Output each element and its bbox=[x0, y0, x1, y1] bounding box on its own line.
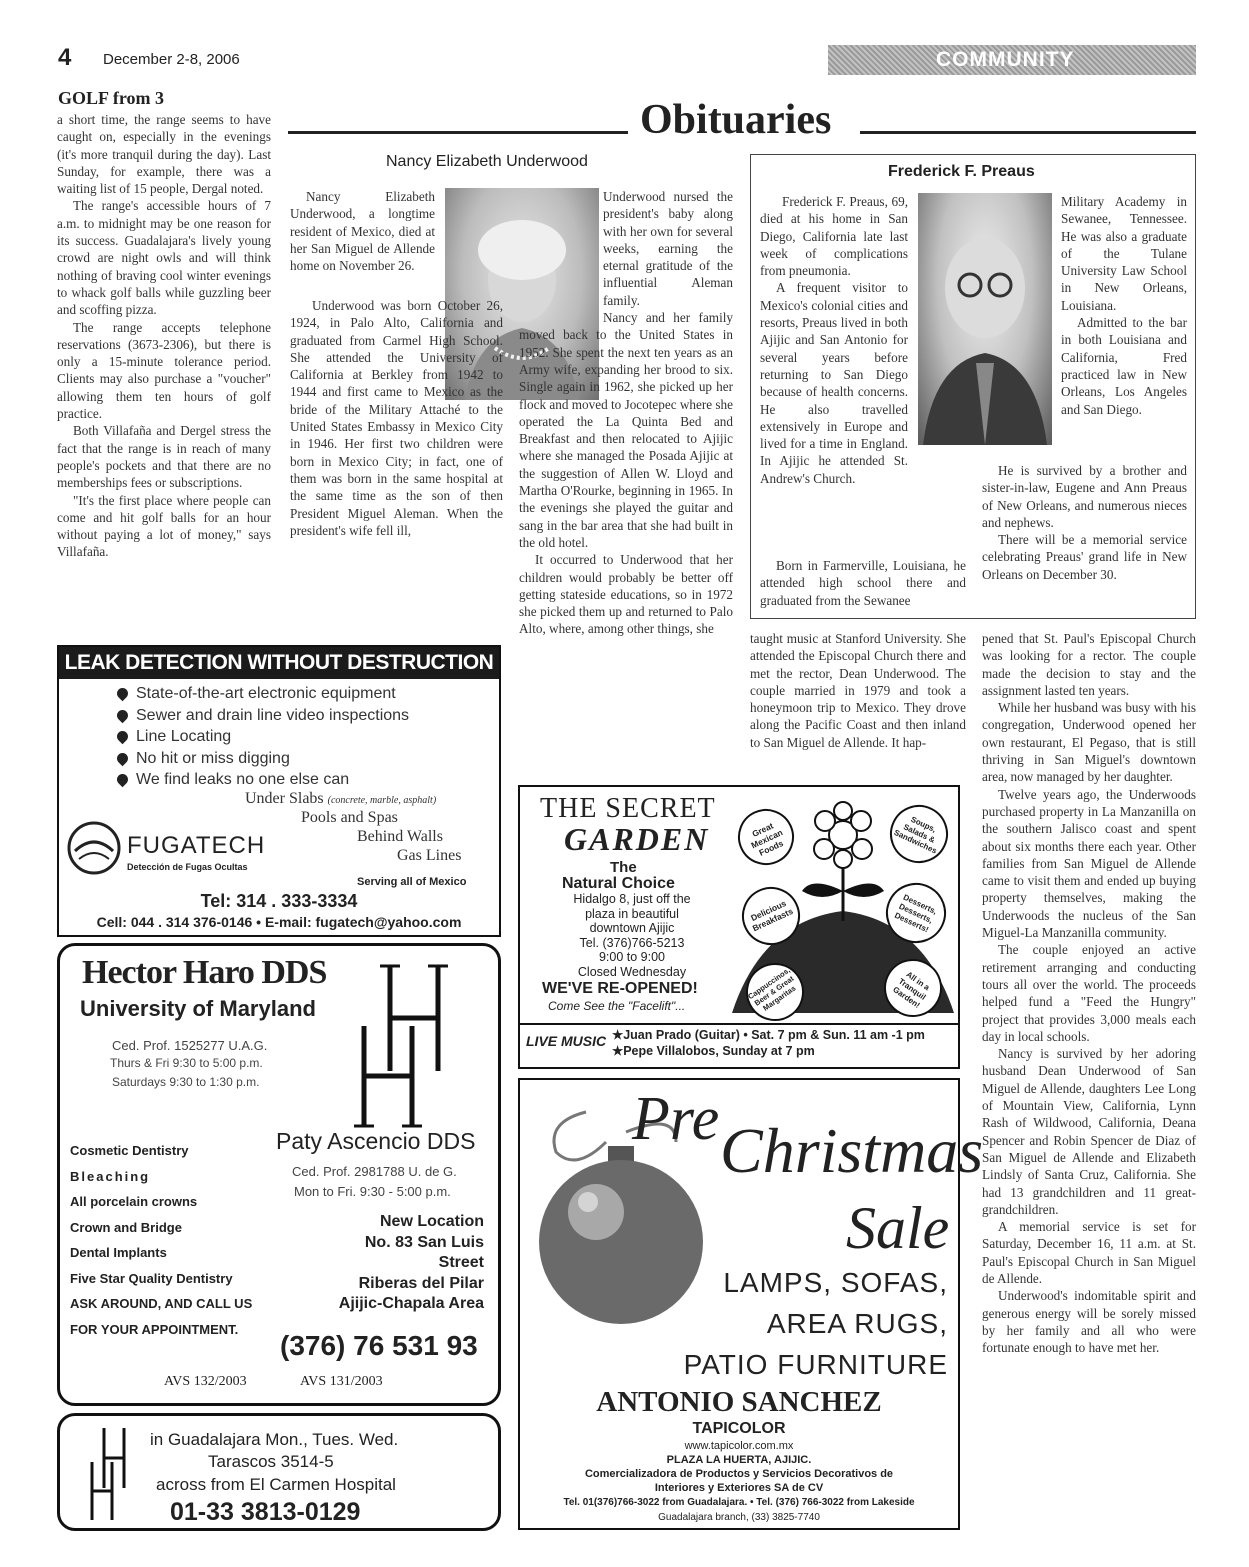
issue-date: December 2-8, 2006 bbox=[103, 51, 240, 68]
bubble: Soups, Salads & Sandwiches bbox=[880, 795, 957, 872]
christmas-branch: Guadalajara branch, (33) 3825-7740 bbox=[658, 1512, 820, 1523]
golf-article bbox=[57, 111, 271, 561]
frederick-photo bbox=[918, 193, 1052, 445]
haro-hours-2: Saturdays 9:30 to 1:30 p.m. bbox=[112, 1075, 260, 1089]
paty-hours: Mon to Fri. 9:30 - 5:00 p.m. bbox=[294, 1184, 451, 1199]
hh-monogram-small-icon bbox=[86, 1424, 136, 1524]
golf-paragraph: "It's the first place where people can come and hit golf balls for an hour without paying a lot of money," says Villafaña. bbox=[57, 492, 271, 560]
fugatech-pools: Pools and Spas bbox=[301, 809, 398, 826]
gdl-line-2: Tarascos 3514-5 bbox=[208, 1452, 334, 1471]
nancy-name: Nancy Elizabeth Underwood bbox=[386, 153, 588, 170]
frederick-paragraph: There will be a memorial service celebrating Preaus' grand life in New Orleans on December 30. bbox=[982, 532, 1187, 582]
paty-ced: Ced. Prof. 2981788 U. de G. bbox=[292, 1164, 457, 1179]
fugatech-serving: Serving all of Mexico bbox=[357, 876, 467, 888]
frederick-name: Frederick F. Preaus bbox=[888, 163, 1035, 180]
frederick-paragraph: Frederick F. Preaus, 69, died at his home in San Diego, California late last week of complications from pneumonia. bbox=[760, 194, 908, 279]
address-line: 9:00 to 9:00 bbox=[598, 950, 666, 965]
fugatech-slabs: Under Slabs (concrete, marble, asphalt) bbox=[245, 790, 437, 807]
frederick-col-left-b bbox=[760, 557, 966, 609]
haro-name: Hector Haro DDS bbox=[82, 954, 327, 991]
bubble: Cappuccinos, Beer & Great Margaritas bbox=[735, 952, 816, 1033]
secret-garden-ad bbox=[518, 785, 960, 1069]
golf-paragraph: a short time, the range seems to have caught on, especially in the evenings (it's more tranquil during the day). Last Sunday, for example, there was a waiting list of 15 people, Dergal noted. bbox=[57, 112, 271, 197]
fugatech-ad bbox=[57, 645, 501, 937]
garden-title-2: GARDEN bbox=[564, 821, 710, 857]
website: www.tapicolor.com.mx bbox=[684, 1440, 794, 1452]
page-number: 4 bbox=[58, 44, 72, 71]
address-line: Closed Wednesday bbox=[577, 964, 687, 979]
haro-service: All porcelain crowns bbox=[70, 1194, 198, 1209]
title-rule-right bbox=[860, 131, 1196, 134]
nancy-paragraph: It occurred to Underwood that her children would probably be better off getting stateside educations, so in 1972 she picked them up and returned to Palo Alto, where, among other things, she bbox=[519, 552, 733, 637]
sale-text: Sale bbox=[846, 1195, 950, 1261]
fugatech-gas: Gas Lines bbox=[397, 847, 462, 864]
fugatech-cell: Cell: 044 . 314 376-0146 • E-mail: fugatech@yahoo.com bbox=[96, 914, 462, 930]
haro-service: Dental Implants bbox=[70, 1245, 167, 1260]
christmas-tel: Tel. 01(376)766-3022 from Guadalajara. • Tel. (376) 766-3022 from Lakeside bbox=[563, 1497, 915, 1508]
nancy-paragraph: Nancy Elizabeth Underwood, a longtime resident of Mexico, died at her San Miguel de Allende home on November 26. bbox=[290, 189, 435, 274]
nancy-paragraph: Nancy and her family moved back to the United States in 1952. She spent the next ten years as an Army wife, expanding her brood to six. Single again in 1962, she picked up her flock and moved to Jocotepec where she operated the La Quinta Bed and Breakfast and then relocated to Ajijic where she managed the Posada Ajijic at the suggestion of Allen W. Lloyd and Martha O'Rourke, beginning in 1965. In the evenings she played the guitar and sang in the bar area that she had built in the old hotel. bbox=[519, 310, 733, 550]
nancy-col-4 bbox=[982, 630, 1196, 1356]
frederick-paragraph: Admitted to the bar in both Louisiana and California, Fred practiced law in New Orleans, Los Angeles and San Diego. bbox=[1061, 315, 1187, 417]
nancy-paragraph: pened that St. Paul's Episcopal Church was looking for a rector. The couple made the decision to stay and the assignment lasted ten years. bbox=[982, 631, 1196, 698]
frederick-paragraph: A frequent visitor to Mexico's colonial cities and resorts, Preaus lived in both Ajijic and San Antonio for several years before returning to San Diego because of health concerns. He also travelled extensively in Europe and lived for a time in England. In Ajijic he attended St. Andrew's Church. bbox=[760, 280, 908, 486]
avs-2: AVS 131/2003 bbox=[300, 1374, 383, 1389]
tapicolor: TAPICOLOR bbox=[692, 1420, 786, 1437]
nancy-col-1b bbox=[290, 297, 503, 539]
garden-title-1: THE SECRET bbox=[540, 793, 716, 824]
avs-1: AVS 132/2003 bbox=[164, 1374, 247, 1389]
fugatech-bullet: We find leaks no one else can bbox=[117, 769, 409, 791]
paty-name: Paty Ascencio DDS bbox=[276, 1128, 476, 1154]
haro-service: Cosmetic Dentistry bbox=[70, 1143, 189, 1158]
christmas-ad bbox=[518, 1078, 984, 1530]
gdl-line-3: across from El Carmen Hospital bbox=[156, 1475, 396, 1494]
hh-monogram-icon bbox=[350, 956, 470, 1131]
golf-paragraph: The range accepts telephone reservations (3673-2306), but there is only a 15-minute tolerance period. Clients may also purchase a "voucher" allowing them ten hours of golf practice. bbox=[57, 319, 271, 422]
bubble: All in a Tranquil Garden! bbox=[873, 948, 954, 1029]
fugatech-bullet: Line Locating bbox=[117, 726, 409, 748]
nancy-col-1 bbox=[290, 188, 435, 274]
sale-items bbox=[684, 1262, 948, 1385]
garden-facelift: Come See the "Facelift"... bbox=[548, 999, 686, 1013]
address-line: plaza in beautiful bbox=[585, 906, 679, 921]
fugatech-tel: Tel: 314 . 333-3334 bbox=[200, 891, 358, 911]
address-line: downtown Ajijic bbox=[589, 921, 675, 936]
location-line: New Location bbox=[379, 1213, 484, 1230]
haro-phone: (376) 76 531 93 bbox=[280, 1330, 478, 1361]
golf-heading: GOLF from 3 bbox=[58, 88, 164, 108]
bullet-icon bbox=[115, 729, 131, 745]
bullet-icon bbox=[115, 686, 131, 702]
section-title: COMMUNITY bbox=[936, 48, 1075, 71]
gdl-phone: 01-33 3813-0129 bbox=[170, 1498, 361, 1526]
bullet-icon bbox=[115, 707, 131, 723]
plaza: PLAZA LA HUERTA, AJIJIC. bbox=[666, 1454, 812, 1466]
company-2: Interiores y Exteriores SA de CV bbox=[654, 1482, 824, 1494]
pre-text: Pre bbox=[632, 1085, 720, 1153]
bullet-icon bbox=[115, 772, 131, 788]
golf-paragraph: The range's accessible hours of 7 a.m. to midnight may be one reason for its success. Guadalajara's lively young crowd are night owls and will think nothing of braving cool winter evenings to whack golf balls while guzzling beer and scoffing pizza. bbox=[57, 198, 271, 318]
sale-item: AREA RUGS, bbox=[766, 1308, 948, 1339]
bubble: Desserts, Desserts, Desserts! bbox=[876, 873, 956, 953]
nancy-paragraph: Underwood nursed the president's baby along with her own for several weeks, earning the eternal gratitude of the influential Aleman family. bbox=[603, 189, 733, 308]
garden-reopened: WE'VE RE-OPENED! bbox=[542, 980, 698, 997]
nancy-paragraph: taught music at Stanford University. She attended the Episcopal Church there and met the rector, Dean Underwood. The couple married in 1979 and took a honeymoon trip to Mexico. They drove along the Pacific Coast and then inland to San Miguel de Allende. It hap- bbox=[750, 631, 966, 750]
fugatech-bullet: Sewer and drain line video inspections bbox=[117, 705, 409, 727]
location-line: Street bbox=[438, 1254, 484, 1271]
frederick-col-left bbox=[760, 193, 908, 487]
frederick-paragraph: He is survived by a brother and sister-in-law, Eugene and Ann Preaus of New Orleans, and numerous nieces and nephews. bbox=[982, 463, 1187, 530]
haro-school: University of Maryland bbox=[80, 996, 316, 1021]
golf-paragraph: Both Villafaña and Dergel stress the fact that the range is in reach of many people's pockets and that there are no memberships fees or subscriptions. bbox=[57, 423, 271, 491]
haro-service: Crown and Bridge bbox=[70, 1219, 182, 1235]
frederick-col-right bbox=[1061, 193, 1187, 418]
nancy-paragraph: Nancy is survived by her adoring husband Dean Underwood of San Miguel de Allende, daughters Lee Long of Mountain View, California, Lynn Rash of Wildwood, California, Deana Spencer and Robin Spencer de Diaz of San Miguel de Allende and Elizabeth Lindsly of Santa Cruz, California. She had 13 grandchildren and 11 great-grandchildren. bbox=[982, 1046, 1196, 1217]
nancy-col-2 bbox=[519, 188, 733, 638]
title-rule-left bbox=[288, 131, 628, 134]
music-rule bbox=[520, 1023, 958, 1025]
live-music-label: LIVE MUSIC bbox=[526, 1033, 607, 1049]
haro-service: ASK AROUND, AND CALL US bbox=[70, 1296, 253, 1311]
haro-ced: Ced. Prof. 1525277 U.A.G. bbox=[112, 1038, 268, 1053]
frederick-paragraph: Military Academy in Sewanee, Tennessee. He was also a graduate of the Tulane University Law School in New Orleans, Louisiana. bbox=[1061, 194, 1187, 313]
bullet-icon bbox=[115, 750, 131, 766]
fugatech-logo: FUGATECH bbox=[127, 832, 266, 859]
gdl-line-1: in Guadalajara Mon., Tues. Wed. bbox=[150, 1430, 399, 1449]
location-line: Riberas del Pilar bbox=[358, 1274, 484, 1292]
bubble: Great Mexican Foods bbox=[729, 800, 803, 874]
fugatech-bullet: No hit or miss digging bbox=[117, 748, 409, 770]
nancy-paragraph: Twelve years ago, the Underwoods purchased property in La Manzanilla on the southern Jalisco coast and spent about six months there each year. Other families from San Miguel de Allende came to visit them and ended up buying property themselves, making the Underwoods the nucleus of the San Miguel-La Manzanilla community. bbox=[982, 786, 1196, 941]
address-line: Hidalgo 8, just off the bbox=[573, 892, 691, 906]
nancy-paragraph: While her husband was busy with his congregation, Underwood opened her own restaurant, El Pegaso, that is still thriving in San Miguel's downtown area, now managed by her daughter. bbox=[982, 700, 1196, 785]
garden-tag-1: The bbox=[610, 859, 637, 876]
fugatech-bullet: State-of-the-art electronic equipment bbox=[117, 683, 409, 705]
haro-services bbox=[70, 1138, 252, 1342]
nancy-paragraph: Underwood was born October 26, 1924, in Palo Alto, California and graduated from Carmel High School. She attended the University of California at Berkley from 1942 to 1944 and first came to Mexico as the bride of the Military Attaché to the United States Embassy in Mexico City in 1946. Her first two children were born in Mexico City; in fact, one of them was born in the same hospital at the same time as the son of then President Miguel Aleman. When the president's wife fell ill, bbox=[290, 298, 503, 538]
fugatech-logo-icon bbox=[65, 819, 123, 877]
frederick-paragraph: Born in Farmerville, Louisiana, he attended high school there and graduated from the Sewanee bbox=[760, 558, 966, 608]
section-banner bbox=[828, 45, 1196, 75]
garden-address bbox=[542, 892, 722, 980]
sale-item: LAMPS, SOFAS, bbox=[723, 1267, 948, 1298]
music-line-1: ★Juan Prado (Guitar) • Sat. 7 pm & Sun. 11 am -1 pm bbox=[612, 1028, 925, 1042]
garden-tag-2: Natural Choice bbox=[562, 875, 675, 892]
haro-service: Five Star Quality Dentistry bbox=[70, 1270, 233, 1286]
haro-location bbox=[339, 1212, 484, 1315]
address-line: Tel. (376)766-5213 bbox=[579, 935, 685, 950]
location-line: Ajijic-Chapala Area bbox=[338, 1295, 484, 1312]
haro-hours-1: Thurs & Fri 9:30 to 5:00 p.m. bbox=[110, 1056, 263, 1070]
obituaries-title: Obituaries bbox=[640, 97, 832, 143]
haro-ad bbox=[57, 943, 501, 1406]
bubble: Delicious Breakfasts bbox=[732, 877, 809, 954]
brand-name: ANTONIO SANCHEZ bbox=[596, 1386, 882, 1418]
frederick-col-right-b bbox=[982, 462, 1187, 583]
haro-gdl-ad bbox=[57, 1413, 501, 1531]
fugatech-headline: LEAK DETECTION WITHOUT DESTRUCTION bbox=[59, 647, 499, 679]
haro-service: FOR YOUR APPOINTMENT. bbox=[70, 1321, 239, 1337]
nancy-col-3 bbox=[750, 630, 966, 751]
nancy-paragraph: A memorial service is set for Saturday, December 16, 11 a.m. at St. Paul's Episcopal Church in San Miguel de Allende. bbox=[982, 1219, 1196, 1286]
fugatech-bullets bbox=[117, 683, 409, 791]
music-line-2: ★Pepe Villalobos, Sunday at 7 pm bbox=[612, 1044, 815, 1058]
fugatech-walls: Behind Walls bbox=[357, 828, 443, 845]
portrait-silhouette-icon bbox=[918, 193, 1052, 445]
company-1: Comercializadora de Productos y Servicios Decorativos de bbox=[584, 1468, 894, 1480]
nancy-paragraph: Underwood's indomitable spirit and generous energy will be sorely missed by her family and all who were fortunate enough to have met her. bbox=[982, 1288, 1196, 1356]
sale-item: PATIO FURNITURE bbox=[683, 1349, 948, 1380]
location-line: No. 83 San Luis bbox=[364, 1233, 484, 1251]
nancy-paragraph: The couple enjoyed an active retirement arranging and conducting tours all over the world. The proceeds helped fund a "Feed the Hungry" project that provides 3,000 meals each day in local schools. bbox=[982, 942, 1196, 1044]
fugatech-logo-sub: Detección de Fugas Ocultas bbox=[127, 862, 248, 872]
christmas-text: Christmas bbox=[720, 1115, 984, 1186]
haro-service: Bleaching bbox=[70, 1168, 151, 1184]
